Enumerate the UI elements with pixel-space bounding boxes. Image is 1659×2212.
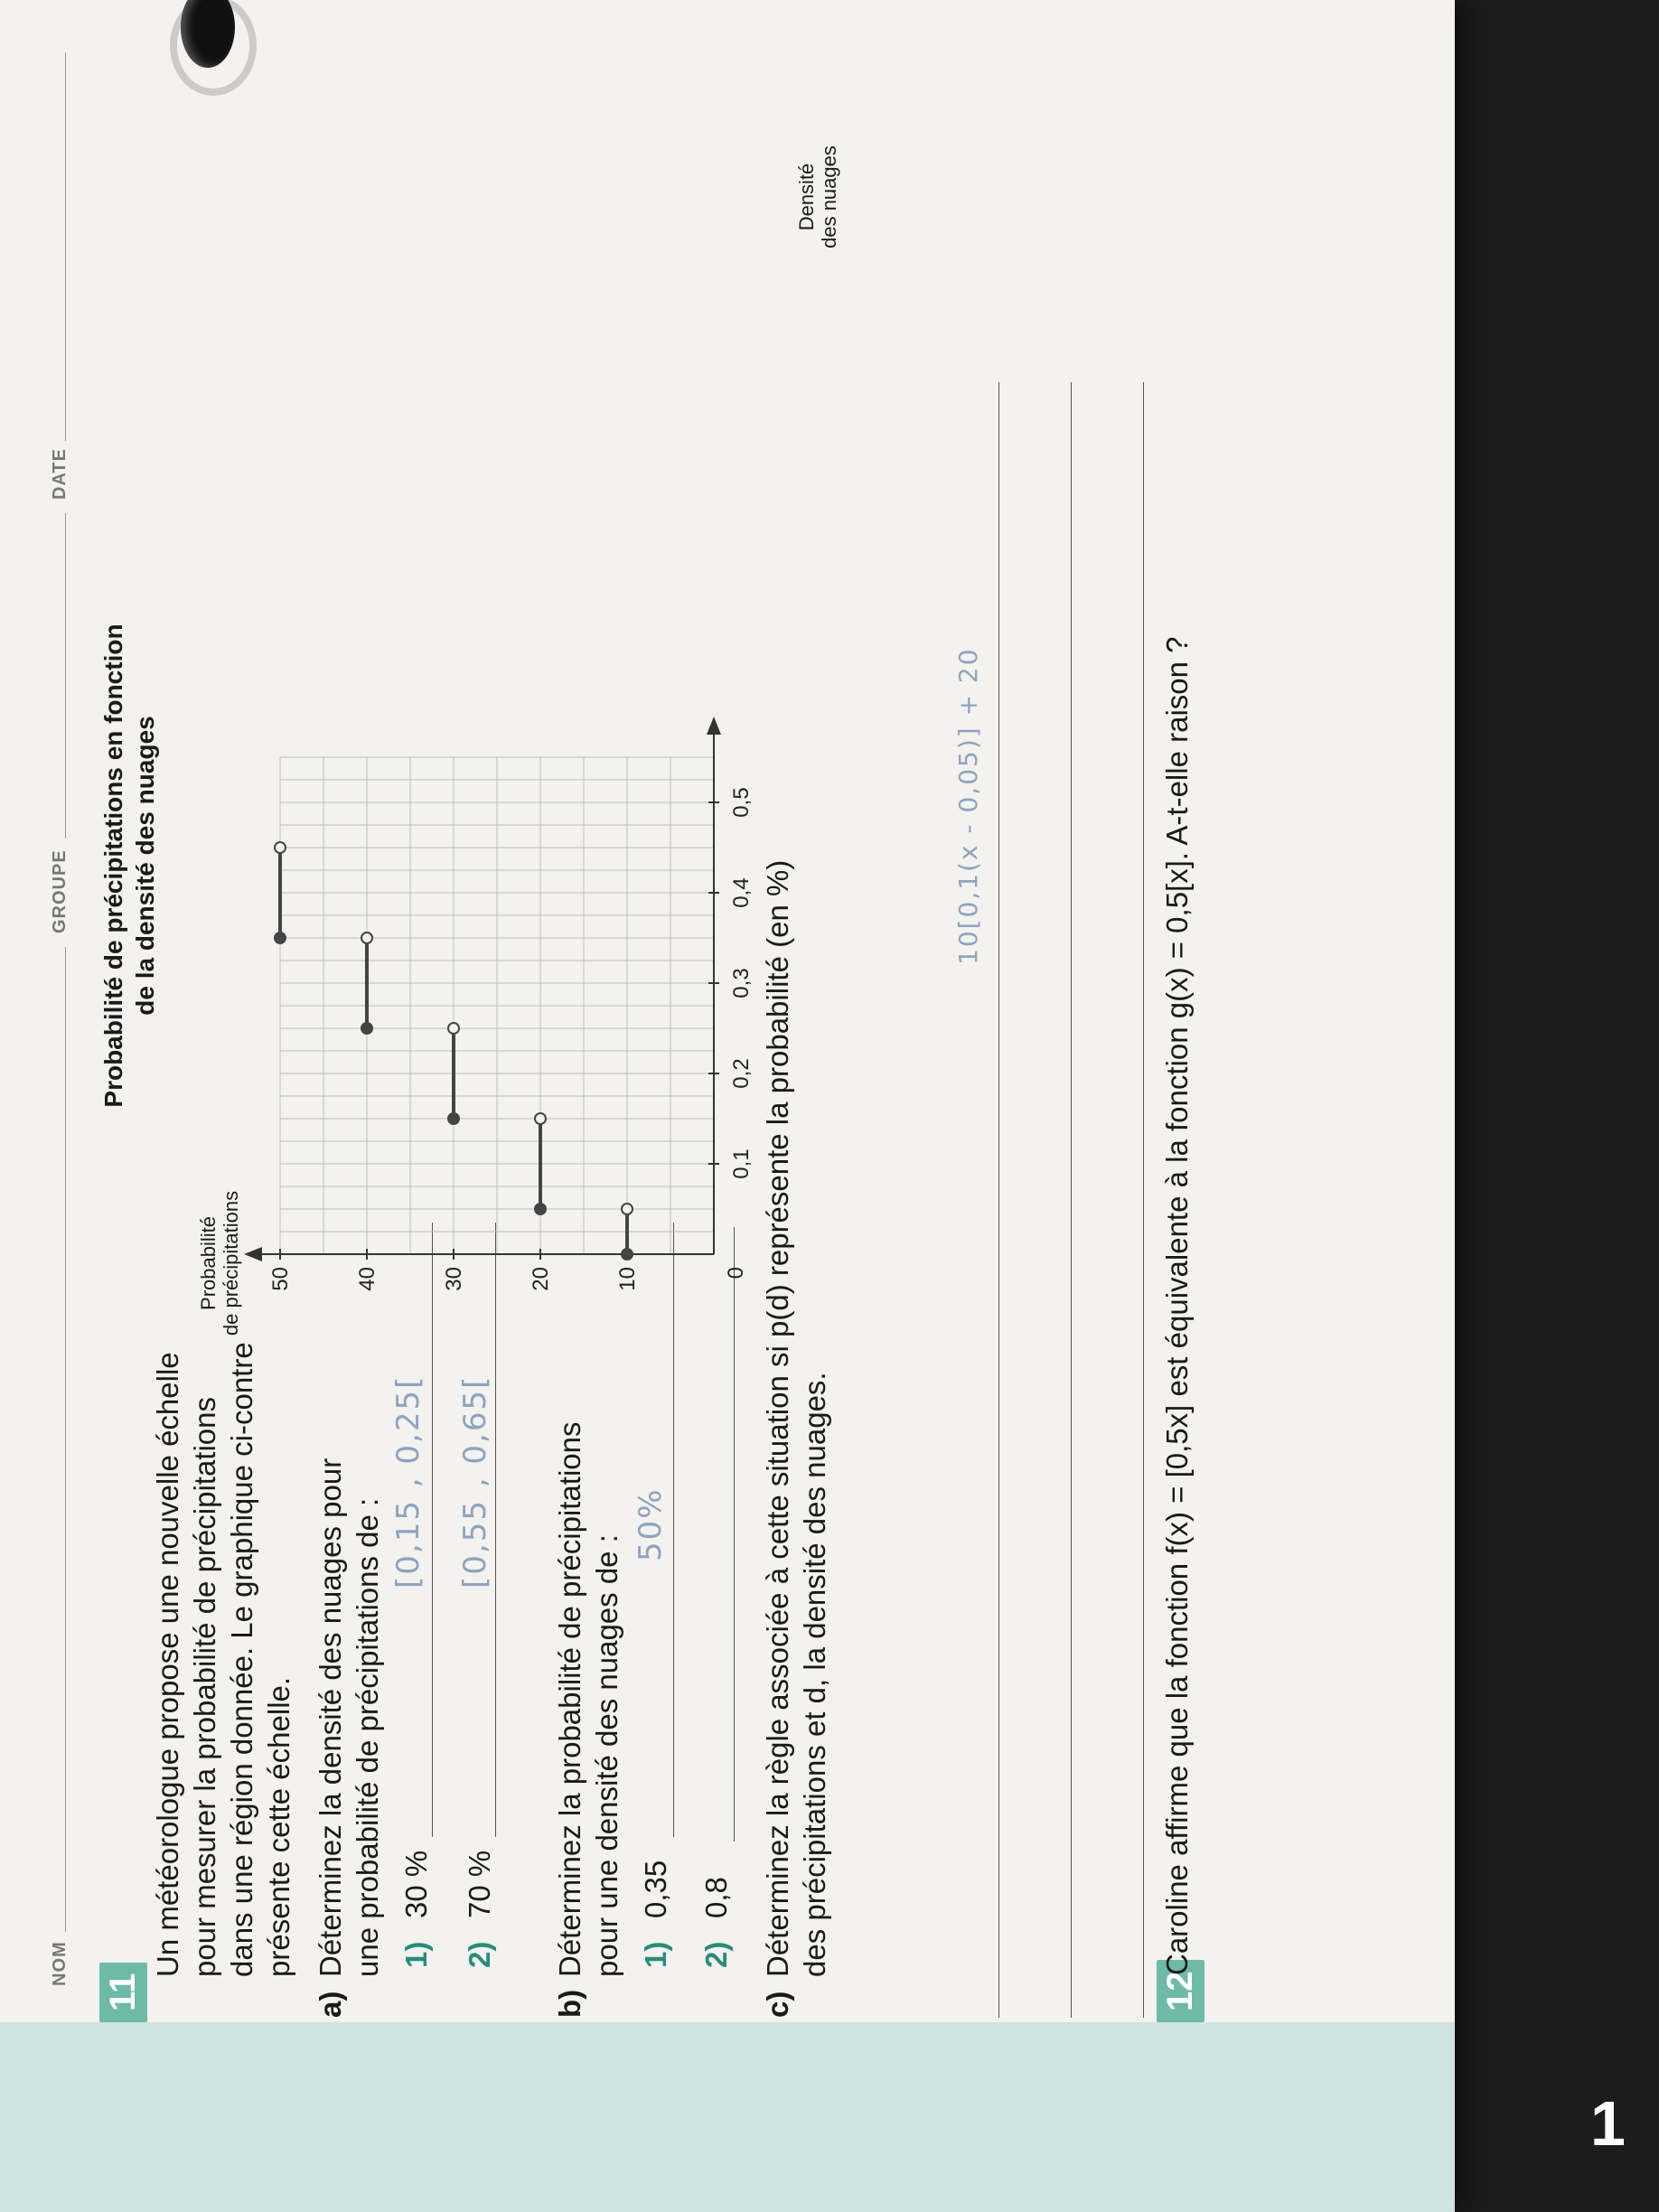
q11a-item1-number: 1) bbox=[399, 1941, 433, 1968]
q11a-text-2: une probabilité de précipitations de : bbox=[351, 1497, 384, 1977]
q11b-text-1: Déterminez la probabilité de précipitations bbox=[553, 1421, 586, 1977]
q11b-item2-value: 0,8 bbox=[699, 1877, 733, 1918]
segment-start-point bbox=[275, 933, 286, 943]
q11c-handwritten-answer: 10[0,1(x - 0,05)] + 20 bbox=[953, 647, 983, 965]
q11c-label: c) bbox=[761, 1991, 794, 2018]
nom-label: NOM bbox=[50, 1941, 70, 1986]
segment-end-point bbox=[622, 1204, 633, 1214]
q11-intro-line-3: dans une région donnée. Le graphique ci-contre bbox=[225, 1342, 258, 1977]
q11b-item1-answer-line bbox=[673, 1223, 674, 1837]
q11b-item1-number: 1) bbox=[639, 1941, 672, 1968]
q11a-item1-value: 30 % bbox=[399, 1850, 433, 1918]
x-tick-label: 0,5 bbox=[729, 787, 754, 818]
segment-start-point bbox=[535, 1204, 546, 1214]
q11c-text-2: des précipitations et d, la densité des nuages. bbox=[798, 1372, 831, 1977]
q11a-item1-handwritten-answer: [0,15 , 0,25[ bbox=[390, 1374, 426, 1589]
q11c-answer-line-3 bbox=[1143, 382, 1144, 2018]
y-tick-label: 30 bbox=[442, 1267, 466, 1291]
segment-start-point bbox=[448, 1113, 459, 1124]
y-tick-label: 20 bbox=[529, 1267, 553, 1291]
y-axis-label-line-1: Probabilité bbox=[197, 1216, 220, 1310]
x-tick-label: 0,4 bbox=[729, 877, 754, 908]
groupe-line bbox=[65, 513, 66, 839]
q11b-label: b) bbox=[553, 1989, 586, 2018]
q11b-item2-answer-line bbox=[734, 1227, 735, 1842]
segment-end-point bbox=[535, 1113, 546, 1124]
background-desk bbox=[1442, 0, 1659, 2212]
q11b-item1-value: 0,35 bbox=[639, 1860, 672, 1918]
header-row bbox=[0, 0, 99, 2212]
x-axis-label-line-2: des nuages bbox=[818, 145, 840, 248]
y-tick-label: 40 bbox=[355, 1267, 380, 1291]
y-axis-arrow bbox=[244, 1247, 262, 1261]
date-label: DATE bbox=[50, 448, 70, 500]
origin-label: 0 bbox=[724, 1267, 748, 1279]
x-tick-label: 0,3 bbox=[729, 968, 754, 998]
question-11-number: 11 bbox=[99, 1963, 147, 2022]
segment-end-point bbox=[361, 933, 372, 943]
x-axis-label-line-1: Densité bbox=[795, 163, 818, 231]
date-line bbox=[65, 52, 66, 441]
q11-intro-line-4: présente cette échelle. bbox=[262, 1676, 295, 1977]
chapter-tab-marker: 1 bbox=[1590, 2088, 1626, 2159]
q11b-item2-number: 2) bbox=[699, 1941, 733, 1968]
nom-line bbox=[65, 947, 66, 1932]
q11-intro-line-1: Un météorologue propose une nouvelle échelle bbox=[151, 1352, 184, 1977]
segment-start-point bbox=[622, 1249, 633, 1260]
chart-title-line-2: de la densité des nuages bbox=[131, 716, 159, 1016]
segment-end-point bbox=[448, 1023, 459, 1034]
y-tick-label: 50 bbox=[268, 1267, 293, 1291]
chart-title-line-1: Probabilité de précipitations en fonction bbox=[99, 623, 127, 1108]
q11b-text-2: pour une densité des nuages de : bbox=[590, 1534, 623, 1977]
q11a-item2-value: 70 % bbox=[463, 1850, 496, 1918]
q11c-text-1: Déterminez la règle associée à cette situation si p(d) représente la probabilité (en %) bbox=[761, 859, 794, 1977]
q12-text: Caroline affirme que la fonction f(x) = [0,5x] est équivalente à la fonction g(x) = 0,5[x]. A-t-elle raison ? bbox=[1160, 636, 1194, 1975]
segment-start-point bbox=[361, 1023, 372, 1034]
step-function-chart bbox=[226, 224, 786, 1308]
x-tick-label: 0,1 bbox=[729, 1148, 754, 1179]
q11a-item2-handwritten-answer: [0,55 , 0,65[ bbox=[457, 1374, 493, 1589]
q11a-text-1: Déterminez la densité des nuages pour bbox=[314, 1457, 347, 1977]
q11a-item1-answer-line bbox=[432, 1223, 433, 1837]
x-axis-arrow bbox=[707, 717, 721, 735]
groupe-label: GROUPE bbox=[50, 849, 70, 933]
q11c-answer-line-1 bbox=[998, 382, 999, 2018]
y-axis-label-line-2: de précipitations bbox=[220, 1190, 242, 1336]
q11a-label: a) bbox=[314, 1991, 347, 2018]
q11-intro-line-2: pour mesurer la probabilité de précipitations bbox=[188, 1396, 221, 1977]
q11a-item2-number: 2) bbox=[463, 1941, 496, 1968]
q11c-answer-line-2 bbox=[1071, 382, 1072, 2018]
y-tick-label: 10 bbox=[615, 1267, 640, 1291]
question-12-number: 12 bbox=[1157, 1961, 1204, 2023]
q11b-item1-handwritten-answer: 50% bbox=[633, 1487, 669, 1561]
x-tick-label: 0,2 bbox=[729, 1058, 754, 1089]
q11a-item2-answer-line bbox=[495, 1223, 496, 1837]
segment-end-point bbox=[275, 842, 286, 853]
